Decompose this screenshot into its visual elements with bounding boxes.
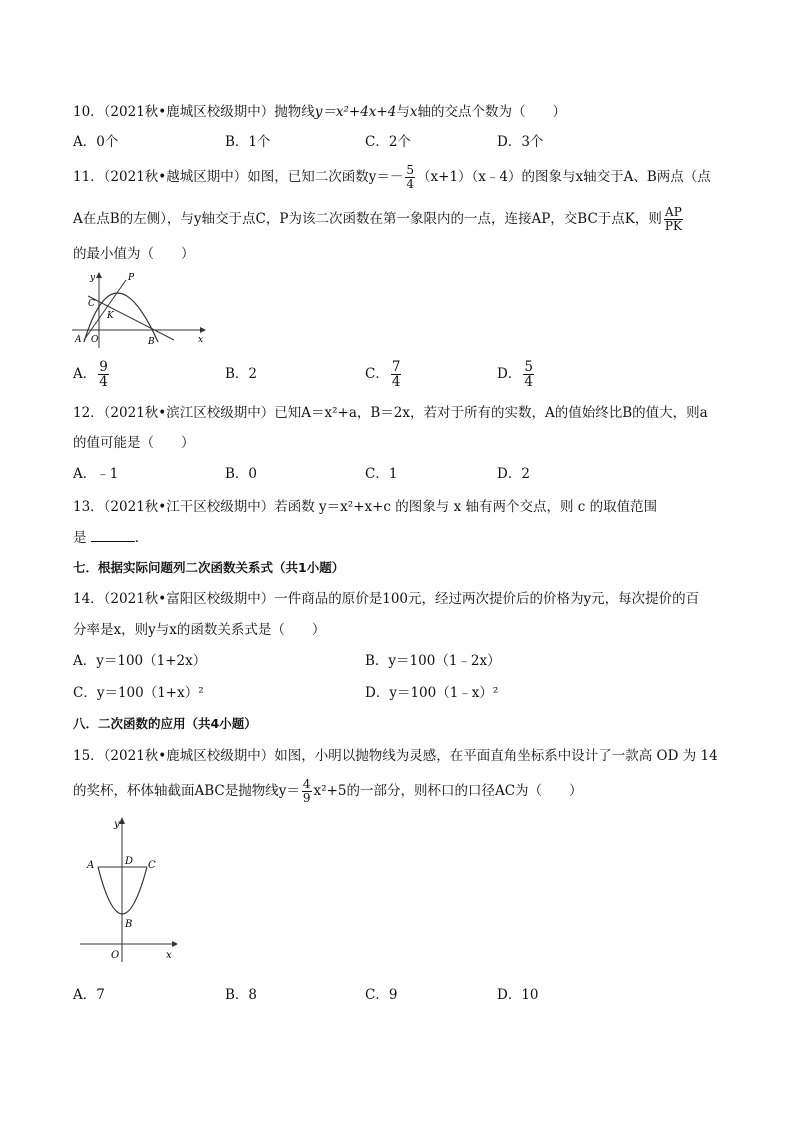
q11-stem-line2: A在点B的左侧），与y轴交于点C，P为该二次函数在第一象限内的一点，连接AP，交BC于点K，则 $\frac{AP}{PK}$ [73, 205, 682, 233]
section-7-title: 七．根据实际问题列二次函数关系式（共1小题） [73, 560, 345, 575]
q11-y-arrow-icon [96, 272, 102, 278]
q10-option-a: A．0个 [73, 134, 119, 150]
q15-y-arrow-icon [119, 817, 125, 824]
q11-label-c: C [88, 299, 95, 309]
q12-stem-line1: 12．（2021秋•滨江区校级期中）已知A＝x²+a，B＝2x，若对于所有的实数，A的值始终比B的值大，则a [73, 405, 708, 421]
q15-label-y: y [114, 819, 120, 830]
q10-formula: y＝x²+4x+4 [314, 104, 397, 120]
q11-stem-line1: 11．（2021秋•越城区期中）如图，已知二次函数y＝－ $\frac{5}{4}$ （x+1）（x﹣4）的图象与x轴交于A、B两点（点 [73, 163, 711, 191]
q15-label-o: O [111, 950, 120, 961]
q15-stem-line2: 的奖杯，杯体轴截面ABC是抛物线y＝ $\frac{4}{9}$ x²+5的一部分，则杯口的口径AC为（ ） [73, 777, 583, 805]
q12-option-a: A．﹣1 [73, 466, 119, 482]
q15-label-x: x [166, 950, 172, 961]
q11-option-c: C． $\frac{7}{4}$ [365, 359, 401, 390]
q11-x-arrow-icon [200, 327, 206, 333]
q11-coefficient-fraction: $\frac{5}{4}$ [406, 163, 415, 191]
q10-option-c: C．2个 [365, 134, 411, 150]
q15-label-c: C [148, 860, 156, 871]
q15-option-d: D．10 [497, 987, 539, 1003]
q13-stem-line2: 是 ． [73, 527, 148, 548]
q15-option-b: B．8 [225, 987, 258, 1003]
q11-line-bc [88, 296, 174, 340]
q11-figure [70, 270, 210, 350]
q15-option-a: A．7 [73, 987, 105, 1003]
q12-option-b: B．0 [225, 466, 258, 482]
q15-x-arrow-icon [172, 941, 178, 947]
q14-option-a: A．y＝100（1+2x） [73, 653, 207, 669]
q14-stem-line2: 分率是x，则y与x的函数关系式是（ ） [73, 622, 326, 638]
q11-label-a: A [75, 335, 82, 345]
q13-stem-line1: 13．（2021秋•江干区校级期中）若函数 y＝x²+x+c 的图象与 x 轴有两个交点，则 c 的取值范围 [73, 499, 658, 515]
q11-ratio-fraction: $\frac{AP}{PK}$ [664, 205, 682, 233]
q14-option-b: B．y＝100（1﹣2x） [365, 653, 501, 669]
q12-option-d: D．2 [497, 466, 530, 482]
q11-label-k: K [107, 311, 114, 321]
q14-option-c: C．y＝100（1+x）² [73, 685, 204, 701]
q10-stem: 10．（2021秋•鹿城区校级期中）抛物线y＝x²+4x+4与x轴的交点个数为（ ） [73, 104, 566, 120]
q13-answer-blank [91, 527, 135, 542]
q15-label-d: D [125, 856, 134, 867]
q11-label-b: B [148, 337, 155, 347]
q15-label-a: A [87, 860, 95, 871]
q11-option-b: B．2 [225, 366, 258, 382]
q11-stem-line3: 的最小值为（ ） [73, 246, 195, 262]
q15-figure [80, 815, 190, 965]
section-8-title: 八．二次函数的应用（共4小题） [73, 716, 257, 731]
q15-stem-line1: 15．（2021秋•鹿城区校级期中）如图，小明以抛物线为灵感，在平面直角坐标系中设计了一款高 OD 为 14 [73, 748, 718, 764]
q11-label-p: P [128, 273, 135, 283]
q10-option-d: D．3个 [497, 134, 544, 150]
q15-coefficient-fraction: $\frac{4}{9}$ [302, 777, 311, 805]
q15-label-b: B [125, 919, 133, 930]
q11-label-y: y [90, 273, 96, 283]
q11-label-x: x [198, 335, 204, 345]
q12-option-c: C．1 [365, 466, 398, 482]
q11-option-d: D． $\frac{5}{4}$ [497, 359, 533, 390]
q14-stem-line1: 14．（2021秋•富阳区校级期中）一件商品的原价是100元，经过两次提价后的价格为y元，每次提价的百 [73, 591, 700, 607]
q15-option-c: C．9 [365, 987, 398, 1003]
q11-label-o: O [91, 335, 99, 345]
q12-stem-line2: 的值可能是（ ） [73, 435, 195, 451]
q11-line-ap [84, 280, 126, 340]
q11-option-a: A． $\frac{9}{4}$ [73, 359, 108, 390]
q14-option-d: D．y＝100（1﹣x）² [365, 685, 499, 701]
q10-option-b: B．1个 [225, 134, 271, 150]
